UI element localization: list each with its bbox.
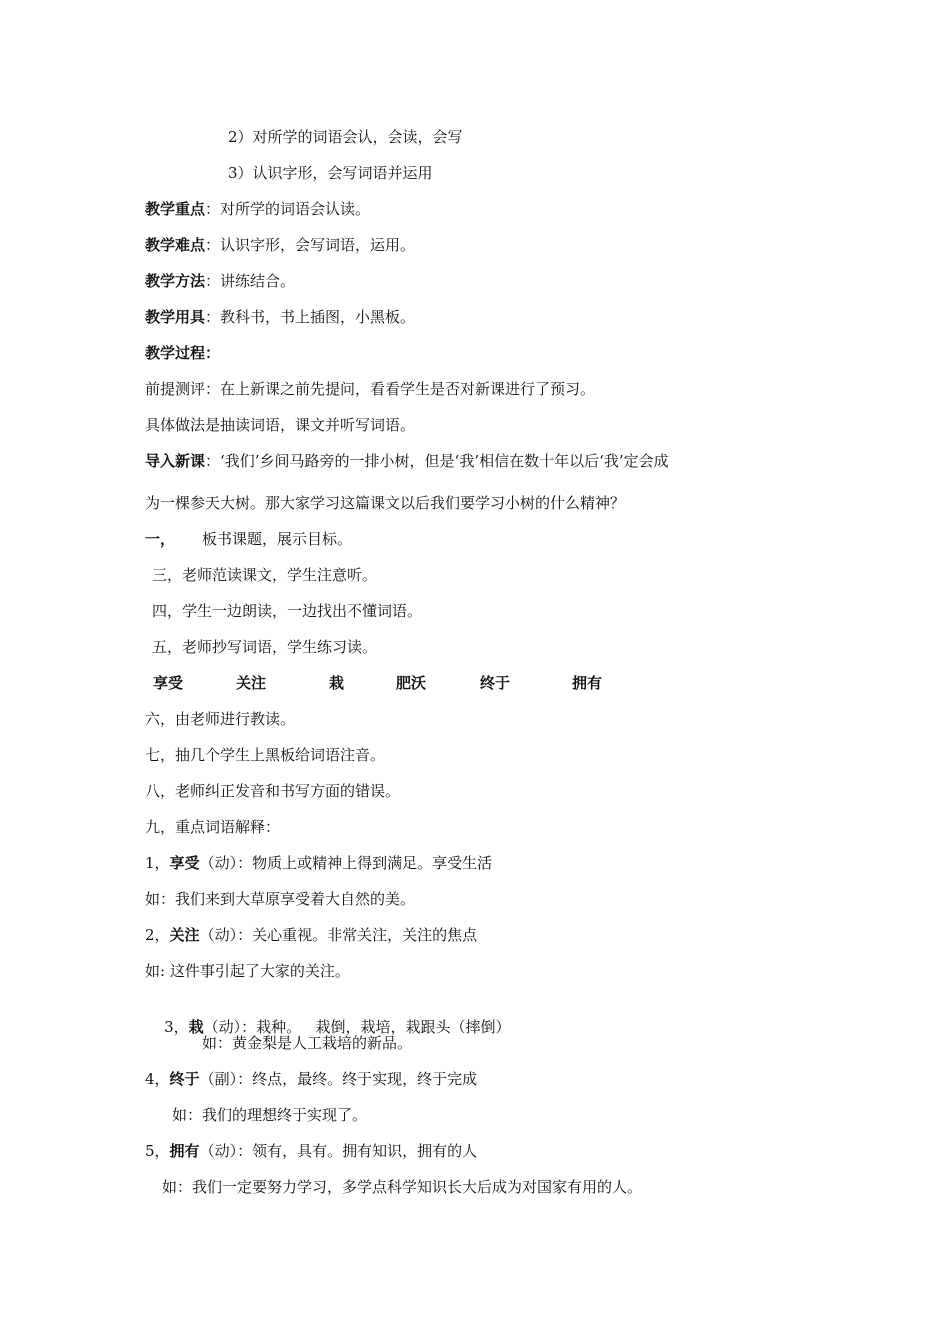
method-text: ：讲练结合。 xyxy=(205,272,296,290)
objective-2: 2）对所学的词语会认，会读，会写 xyxy=(228,128,463,146)
definition xyxy=(145,1141,477,1161)
tools xyxy=(145,307,415,327)
word-item: 享受 xyxy=(153,674,184,692)
word-item: 栽 xyxy=(329,674,345,692)
key-point xyxy=(145,199,370,219)
step-7: 七，抽几个学生上黑板给词语注音。 xyxy=(145,746,386,764)
step-1 xyxy=(145,529,175,549)
word-item: 终于 xyxy=(480,674,511,692)
definition-example: 如：我们来到大草原享受着大自然的美。 xyxy=(145,890,416,908)
definition xyxy=(145,853,492,873)
key-point-label: 教学重点 xyxy=(145,200,206,218)
process-label: 教学过程 xyxy=(145,344,206,362)
definition-word: 栽 xyxy=(188,1018,204,1036)
definition-text: （动）：栽种。 栽倒，栽培，栽跟头（摔倒） xyxy=(203,1018,511,1036)
word-list xyxy=(0,673,950,693)
process xyxy=(145,343,220,363)
process-colon: ： xyxy=(205,344,221,362)
definition-example: 如：黄金梨是人工栽培的新品。 xyxy=(202,1034,413,1052)
definition-word: 享受 xyxy=(169,854,200,872)
definition-text: （动）：关心重视。非常关注，关注的焦点 xyxy=(199,926,478,944)
definition-num: 4， xyxy=(145,1070,170,1088)
pre-test-detail: 具体做法是抽读词语，课文并听写词语。 xyxy=(145,416,416,434)
difficulty-label: 教学难点 xyxy=(145,236,206,254)
definition-text: （动）：物质上或精神上得到满足。享受生活 xyxy=(199,854,493,872)
step-4: 四，学生一边朗读，一边找出不懂词语。 xyxy=(152,602,423,620)
definition-word: 拥有 xyxy=(169,1142,200,1160)
definition-text: （副）：终点，最终。终于实现，终于完成 xyxy=(199,1070,478,1088)
difficulty xyxy=(145,235,415,255)
word-item: 拥有 xyxy=(572,674,603,692)
definition-num: 3， xyxy=(164,1018,189,1036)
definition-example: 如：我们一定要努力学习，多学点科学知识长大后成为对国家有用的人。 xyxy=(162,1178,643,1196)
definition-example: 如: 这件事引起了大家的关注。 xyxy=(145,962,350,980)
step-1-num: 一， xyxy=(145,530,176,548)
step-5: 五，老师抄写词语，学生练习读。 xyxy=(152,638,378,656)
definition-word: 终于 xyxy=(169,1070,200,1088)
method-label: 教学方法 xyxy=(145,272,206,290)
step-1-text: 板书课题，展示目标。 xyxy=(202,530,353,548)
intro xyxy=(145,451,669,471)
definition-num: 2， xyxy=(145,926,170,944)
tools-label: 教学用具 xyxy=(145,308,206,326)
difficulty-text: ：认识字形，会写词语，运用。 xyxy=(205,236,416,254)
step-9: 九，重点词语解释： xyxy=(145,818,281,836)
objective-3: 3）认识字形，会写词语并运用 xyxy=(228,164,433,182)
step-6: 六，由老师进行教读。 xyxy=(145,710,296,728)
definition xyxy=(145,925,477,945)
method xyxy=(145,271,295,291)
definition xyxy=(145,1069,477,1089)
word-item: 肥沃 xyxy=(396,674,427,692)
definition-text: （动）：领有，具有。拥有知识，拥有的人 xyxy=(199,1142,478,1160)
definition-num: 1， xyxy=(145,854,170,872)
definition-example: 如：我们的理想终于实现了。 xyxy=(172,1106,368,1124)
definition-num: 5， xyxy=(145,1142,170,1160)
step-3: 三，老师范读课文，学生注意听。 xyxy=(152,566,378,584)
step-8: 八，老师纠正发音和书写方面的错误。 xyxy=(145,782,401,800)
tools-text: ：教科书，书上插图，小黑板。 xyxy=(205,308,416,326)
key-point-text: ：对所学的词语会认读。 xyxy=(205,200,371,218)
intro-continued: 为一棵参天大树。那大家学习这篇课文以后我们要学习小树的什么精神？ xyxy=(145,494,626,512)
intro-text: ：‘我们’乡间马路旁的一排小树，但是‘我’相信在数十年以后‘我’定会成 xyxy=(205,452,669,470)
word-item: 关注 xyxy=(236,674,267,692)
definition-word: 关注 xyxy=(169,926,200,944)
pre-test: 前提测评：在上新课之前先提问，看看学生是否对新课进行了预习。 xyxy=(145,380,596,398)
intro-label: 导入新课 xyxy=(145,452,206,470)
